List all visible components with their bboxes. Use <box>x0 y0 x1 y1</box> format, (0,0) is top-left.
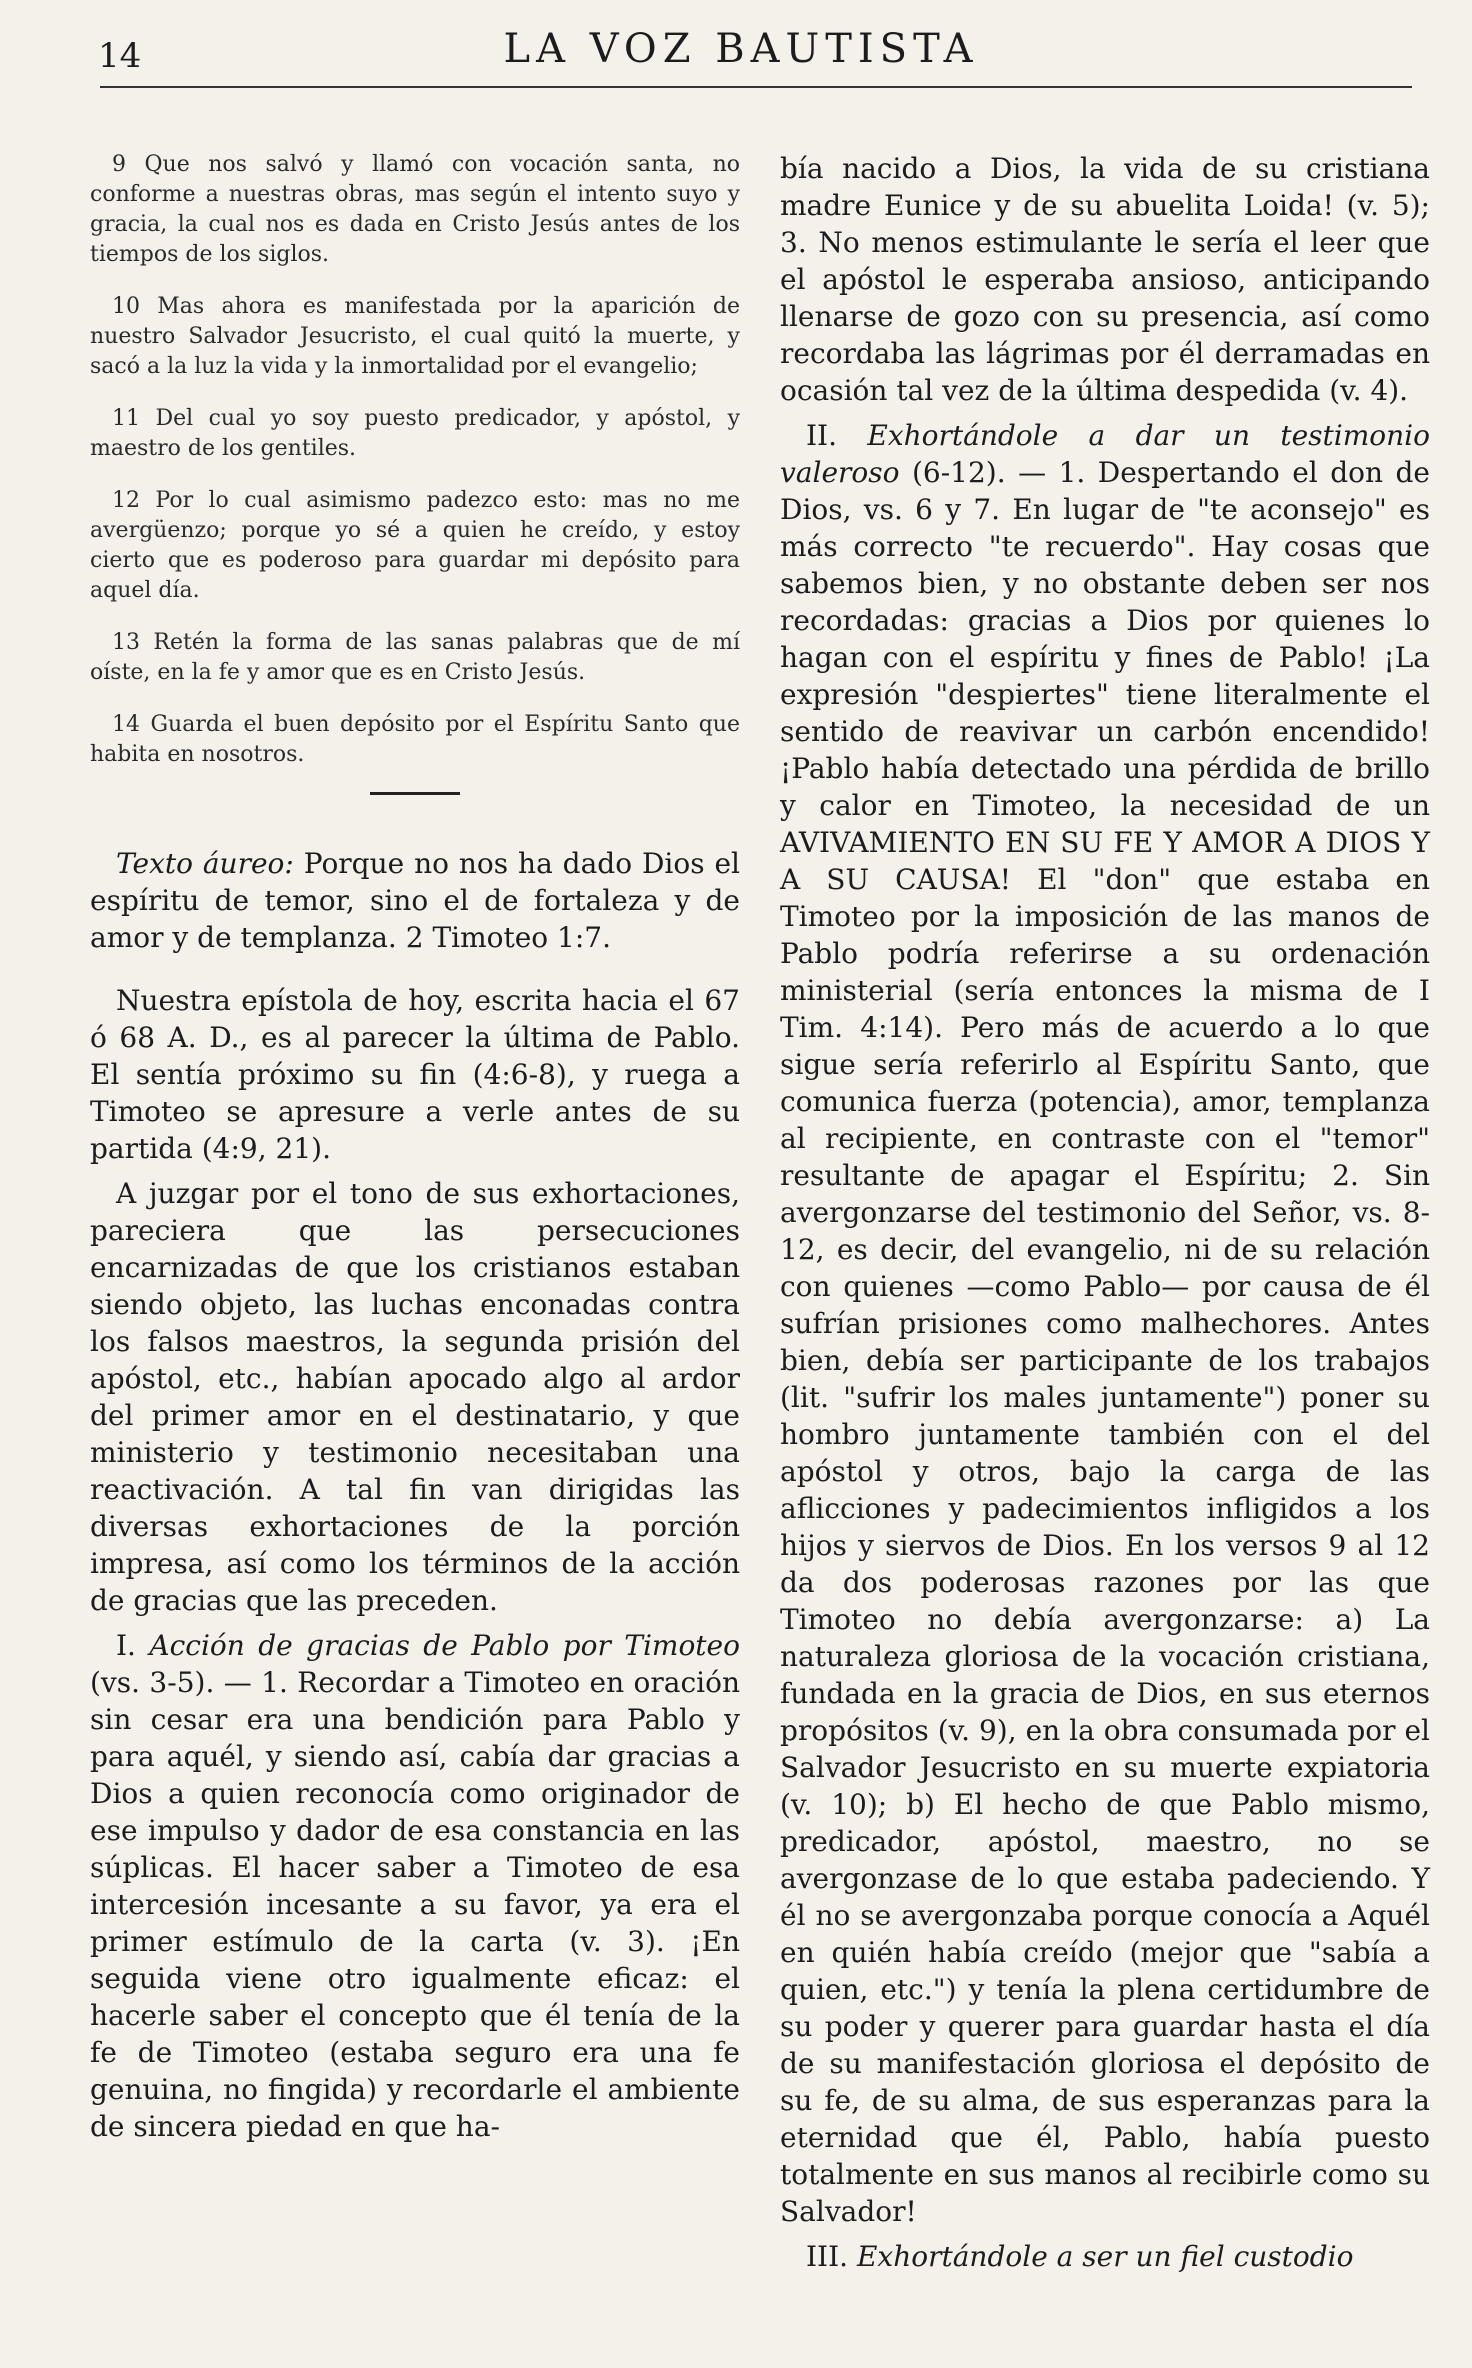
verse-9: 9 Que nos salvó y llamó con vocación santa, no conforme a nuestras obras, mas según el intento suyo y gracia, la cual nos es dada en Cristo Jesús antes de los tiempos de los siglos. <box>90 152 740 267</box>
journal-title: LA VOZ BAUTISTA <box>503 26 979 72</box>
section-divider <box>370 792 460 795</box>
left-column <box>90 150 740 2153</box>
header-rule <box>100 86 1412 88</box>
golden-text-label: Texto áureo: <box>116 847 294 880</box>
section-3-heading: Exhortándole a ser un fiel custodio <box>856 2240 1354 2273</box>
section-3-paragraph <box>780 2238 1430 2275</box>
context-paragraph: A juzgar por el tono de sus exhortaciones, pareciera que las persecuciones encarnizadas de que los cristianos estaban siendo objeto, las luchas enconadas contra los falsos maestros, la segunda prisión del apóstol, etc., habían apocado algo al ardor del primer amor en el destinatario, y que ministerio y testimonio necesitaban una reactivación. A tal fin van dirigidas las diversas exhortaciones de la porción impresa, así como los términos de la acción de gracias que las preceden. <box>90 1177 740 1617</box>
verse-13: 13 Retén la forma de las sanas palabras que de mí oíste, en la fe y amor que es en Cristo Jesús. <box>90 630 740 685</box>
section-1-number: I. <box>116 1629 150 1662</box>
section-2-number: II. <box>806 419 868 452</box>
golden-text <box>90 845 740 956</box>
verse-14: 14 Guarda el buen depósito por el Espíritu Santo que habita en nosotros. <box>90 712 740 767</box>
golden-text-body: Porque no nos ha dado Dios el espíritu de temor, sino el de fortaleza y de amor y de templanza. 2 Timoteo 1:7. <box>90 847 740 954</box>
section-2-paragraph <box>780 417 1430 2230</box>
section-1-paragraph <box>90 1627 740 2145</box>
continued-paragraph: bía nacido a Dios, la vida de su cristiana madre Eunice y de su abuelita Loida! (v. 5); 3. No menos estimulante le sería el leer que el apóstol le esperaba ansioso, anticipando llenarse de gozo con su presencia, así como recordaba las lágrimas por él derramadas en ocasión tal vez de la última despedida (v. 4). <box>780 152 1430 407</box>
verse-11: 11 Del cual yo soy puesto predicador, y apóstol, y maestro de los gentiles. <box>90 406 740 461</box>
right-column <box>780 150 1430 2283</box>
section-2-heading: Exhortándole a dar un testimonio valeroso <box>780 419 1430 489</box>
section-1-text: (vs. 3-5). — 1. Recordar a Timoteo en oración sin cesar era una bendición para Pablo y para aquél, y siendo así, cabía dar gracias a Dios a quien reconocía como originador de ese impulso y dador de esa constancia en las súplicas. El hacer saber a Timoteo de esa intercesión incesante a su favor, ya era el primer estímulo de la carta (v. 3). ¡En seguida viene otro igualmente eficaz: el hacerle saber el concepto que él tenía de la fe de Timoteo (estaba seguro era una fe genuina, no fingida) y recordarle el ambiente de sincera piedad en que ha- <box>90 1666 740 2143</box>
page-number: 14 <box>98 36 142 76</box>
intro-paragraph: Nuestra epístola de hoy, escrita hacia el 67 ó 68 A. D., es al parecer la última de Pablo. El sentía próximo su fin (4:6-8), y ruega a Timoteo se apresure a verle antes de su partida (4:9, 21). <box>90 984 740 1165</box>
verse-10: 10 Mas ahora es manifestada por la aparición de nuestro Salvador Jesucristo, el cual quitó la muerte, y sacó a la luz la vida y la inmortalidad por el evangelio; <box>90 294 740 379</box>
section-1-heading: Acción de gracias de Pablo por Timoteo <box>149 1629 740 1662</box>
page-header <box>60 18 1422 98</box>
verse-12: 12 Por lo cual asimismo padezco esto: mas no me avergüenzo; porque yo sé a quien he creído, y estoy cierto que es poderoso para guardar mi depósito para aquel día. <box>90 488 740 603</box>
section-3-number: III. <box>806 2240 857 2273</box>
section-2-text: (6-12). — 1. Despertando el don de Dios, vs. 6 y 7. En lugar de "te aconsejo" es más correcto "te recuerdo". Hay cosas que sabemos bien, y no obstante deben ser nos recordadas: gracias a Dios por quienes lo hagan con el espíritu y fines de Pablo! ¡La expresión "despiertes" tiene literalmente el sentido de reavivar un carbón encendido! ¡Pablo había detectado una pérdida de brillo y calor en Timoteo, la necesidad de un AVIVAMIENTO EN SU FE Y AMOR A DIOS Y A SU CAUSA! El "don" que estaba en Timoteo por la imposición de las manos de Pablo podría referirse a su ordenación ministerial (sería entonces la misma de I Tim. 4:14). Pero más de acuerdo a lo que sigue sería referirlo al Espíritu Santo, que comunica fuerza (potencia), amor, templanza al recipiente, en contraste con el "temor" resultante de apagar el Espíritu; 2. Sin avergonzarse del testimonio del Señor, vs. 8-12, es decir, del evangelio, ni de su relación con quienes —como Pablo— por causa de él sufrían prisiones como malhechores. Antes bien, debía ser participante de los trabajos (lit. "sufrir los males juntamente") poner su hombro juntamente también con el del apóstol y otros, bajo la carga de las aflicciones y padecimientos infligidos a los hijos y siervos de Dios. En los versos 9 al 12 da dos poderosas razones por las que Timoteo no debía avergonzarse: a) La naturaleza gloriosa de la vocación cristiana, fundada en la gracia de Dios, en sus eternos propósitos (v. 9), en la obra consumada por el Salvador Jesucristo en su muerte expiatoria (v. 10); b) El hecho de que Pablo mismo, predicador, apóstol, maestro, no se avergonzase de lo que estaba padeciendo. Y él no se avergonzaba porque conocía a Aquél en quién había creído (mejor que "sabía a quien, etc.") y tenía la plena certidumbre de su poder y querer para guardar hasta el día de su manifestación gloriosa el depósito de su fe, de su alma, de sus esperanzas para la eternidad que él, Pablo, había puesto totalmente en sus manos al recibirle como su Salvador! <box>780 456 1430 2228</box>
